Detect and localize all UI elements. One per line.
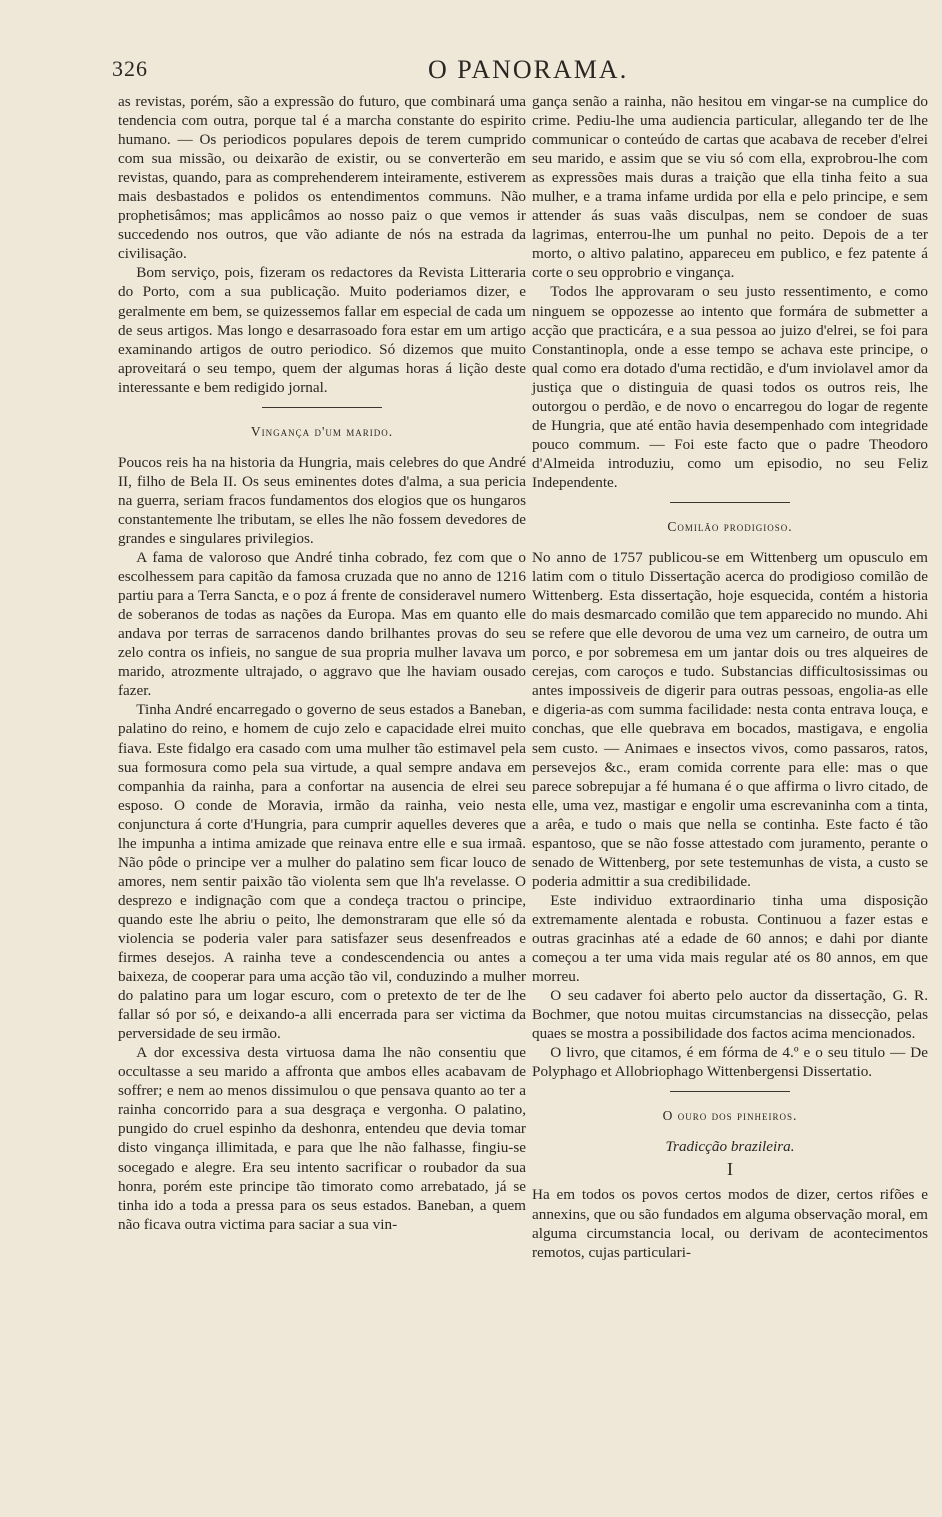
section-divider [262, 407, 382, 408]
paragraph: as revistas, porém, são a expressão do futuro, que combinará uma tendencia com outra, porque tal é a marcha constante do espirito humano. — Os periodicos populares depois de terem cumprido com sua missão, ou deixarão de existir, ou se converterão em revistas, quando, para as comprehenderem inteiramente, estiverem mais desbastados e polidos os entendimentos communs. Não prophetisâmos; mas applicâmos ao nosso paiz o que vemos ir succedendo nos outros, que vão adiante de nós na estrada da civilisação. [118, 93, 526, 263]
section-title: Comilão prodigioso. [667, 518, 793, 534]
paragraph: O seu cadaver foi aberto pelo auctor da dissertação, G. R. Bochmer, que notou muitas circumstancias na dissecção, pelas quaes se mostra a possibilidade dos factos acima mencionados. [532, 987, 928, 1043]
section-title: O ouro dos pinheiros. [662, 1108, 798, 1124]
paragraph: Tinha André encarregado o governo de seus estados a Baneban, palatino do reino, e homem de cujo zelo e capacidade elrei muito fiava. Este fidalgo era casado com uma mulher tão estimavel pela sua formosura como pela sua virtude, a qual sempre andava em companhia da rainha, para a confortar na ausencia de elrei seu esposo. O conde de Moravia, irmão da rainha, veio nesta conjunctura á corte d'Hungria, para cumprir aquelles deveres que lhe impunha a intima amizade que reinava entre elle e sua irmaã. Não pôde o principe ver a mulher do palatino sem ficar louco de amores, nem sentir paixão tão violenta sem que lh'a revelasse. O desprezo e indignação com que a condeça tractou o principe, quando este lhe abriu o peito, lhe demonstraram que elle só da violencia se poderia valer para satisfazer seus desenfreados e firmes desejos. A rainha teve a condescendencia ou antes a baixeza, de cooperar para uma acção tão vil, conduzindo a mulher do palatino para um logar escuro, com o pretexto de ter de lhe fallar só por só, e deixando-a alli encerrada para ser victima da perversidade de seu irmão. [118, 701, 526, 1043]
paragraph: Todos lhe approvaram o seu justo ressentimento, e como ninguem se oppozesse ao intento que formára de submetter a acção que practicára, e a sua pessoa ao juizo d'elrei, se foi para Constantinopla, onde a esse tempo se achava este principe, o qual como era dotado d'uma rectidão, e d'um inviolavel amor da justiça que o distinguia de quasi todos os outros reis, lhe outorgou o perdão, e de novo o encarregou do logar de regente de Hungria, que até então havia desempenhado com integridade pouco commum. — Foi este facto que o padre Theodoro d'Almeida introduziu, como um episodio, no seu Feliz Independente. [532, 283, 928, 491]
page-number: 326 [112, 56, 148, 81]
left-column [118, 92, 526, 1234]
section-subtitle: Tradicção brazileira. [665, 1138, 795, 1156]
section-divider [670, 502, 790, 503]
paragraph: O livro, que citamos, é em fórma de 4.º e o seu titulo — De Polyphago et Allobriophago Wittenbergensi Dissertatio. [532, 1044, 928, 1081]
paragraph: Bom serviço, pois, fizeram os redactores da Revista Litteraria do Porto, com a sua publicação. Muito poderiamos dizer, e geralmente em bem, se quizessemos fallar em especial de cada um de seus artigos. Mas longo e desarrasoado fora estar em um artigo examinando artigos de outro periodico. Só dizemos que muito aproveitará o seu tempo, quem der algumas horas á lição deste interessante e bem redigido jornal. [118, 264, 526, 396]
paragraph: Poucos reis ha na historia da Hungria, mais celebres do que André II, filho de Bela II. Os seus eminentes dotes d'alma, a sua pericia na guerra, seriam fracos fundamentos dos elogios que os hungaros constantemente lhe tributam, se elles lhe não fossem devedores de grandes e singulares privilegios. [118, 453, 526, 547]
paragraph: A fama de valoroso que André tinha cobrado, fez com que o escolhessem para capitão da famosa cruzada que no anno de 1216 partiu para a Terra Sancta, e o poz á frente de consideravel numero de soberanos de todas as nações da Europa. Mas em quanto elle andava por terras de sarracenos dando brilhantes provas do seu zelo contra os infieis, no sangue de sua propria mulher lavava um marido, atrozmente ultrajado, o aggravo que lhe haviam ousado fazer. [118, 549, 526, 700]
section-numeral: I [727, 1159, 733, 1180]
section-divider [670, 1091, 790, 1092]
paragraph: gança senão a rainha, não hesitou em vingar-se na cumplice do crime. Pediu-lhe uma audiencia particular, allegando ter de lhe communicar o conteúdo de cartas que acabava de receber d'elrei seu marido, e assim que se viu só com ella, exprobrou-lhe com as expressões mais duras a traição que ella tinha feito a sua mulher, e a trama infame urdida por ella e pelo principe, e sem attender ás suas vaãs disculpas, nem se condoer de suas lagrimas, enterrou-lhe um punhal no peito. Depois de a ter morto, o altivo palatino, appareceu em publico, e fez patente á corte o seu opprobrio e vingança. [532, 93, 928, 282]
right-column [532, 92, 928, 1262]
journal-title: O PANORAMA. [428, 55, 629, 84]
paragraph: A dor excessiva desta virtuosa dama lhe não consentiu que occultasse a seu marido a affronta que ambos elles acabavam de soffrer; e nem ao menos dissimulou o que pensava quanto ao ter a rainha concorrido para a sua desgraça e vergonha. O palatino, pungido do cruel espinho da deshonra, entendeu que devia tomar disto vingança illimitada, e para que lhe não falhasse, fingiu-se socegado e alegre. Era seu intento sacrificar o roubador da sua honra, porém este principe tão timorato como arrebatado, já se tinha ido a toda a pressa para os seus estados. Baneban, a quem não ficava outra victima para saciar a sua vin- [118, 1044, 526, 1233]
page-header [112, 52, 928, 86]
paragraph: Este individuo extraordinario tinha uma disposição extremamente alentada e robusta. Continuou a fazer estas e outras gracinhas até a edade de 60 annos; e dahi por diante começou a ter uma vida mais regular até os 80 annos, em que morreu. [532, 891, 928, 986]
paragraph: No anno de 1757 publicou-se em Wittenberg um opusculo em latim com o titulo Dissertação acerca do prodigioso comilão de Wittenberg. Esta dissertação, hoje esquecida, contém a historia do mais desmarcado comilão que tem apparecido no mundo. Ahi se refere que elle devorou de uma vez um carneiro, de outra um porco, e por sobremesa em um jantar dois ou tres alqueires de cerejas, com caroços e tudo. Substancias difficultosissimas ou antes impossiveis de digerir para outras pessoas, engolia-as elle e digeria-as com summa facilidade: nesta conta entrava louça, e conchas, que elle quebrava em bocados, mastigava, e engolia sem custo. — Animaes e insectos vivos, como passaros, ratos, persevejos &c., eram comida corrente para elle: mas o que parece sobrepujar a fé humana é o que affirma o livro citado, de elle, uma vez, mastigar e engolir uma escrevaninha com a tinta, a arêa, e tudo o mais que nella se continha. Este facto é tão espantoso, que se não fosse attestado com juramento, perante o senado de Wittenberg, por sete testemunhas de vista, a custo se poderia admittir a sua credibilidade. [532, 549, 928, 890]
section-title: Vingança d'um marido. [250, 423, 394, 439]
paragraph: Ha em todos os povos certos modos de dizer, certos rifões e annexins, que ou são fundados em alguma observação moral, em alguma circumstancia local, ou derivam de acontecimentos remotos, cujas particulari- [532, 1186, 928, 1261]
